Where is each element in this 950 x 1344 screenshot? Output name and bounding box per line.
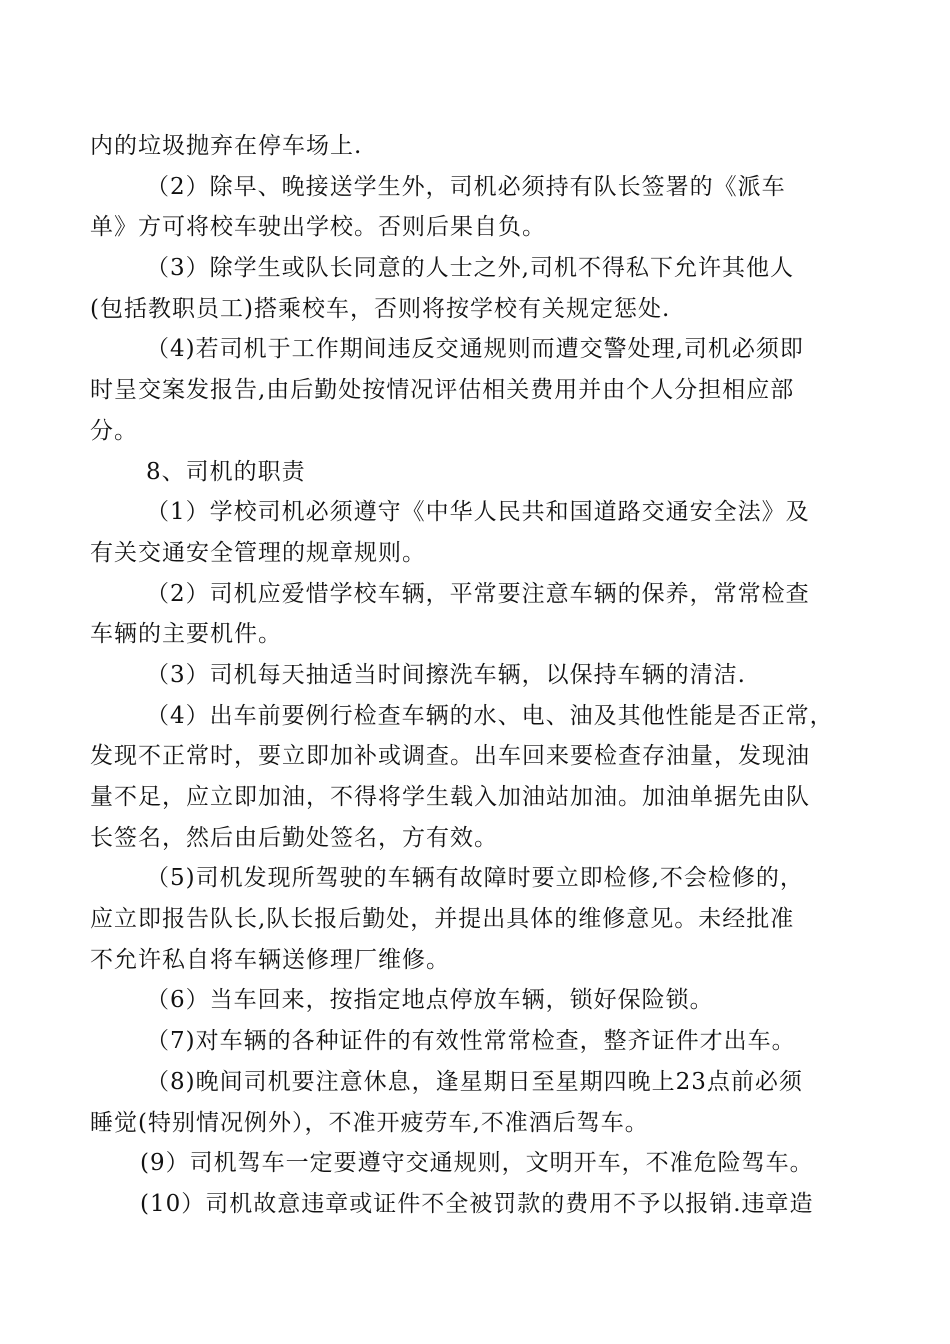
text-line: 时呈交案发报告,由后勤处按情况评估相关费用并由个人分担相应部: [90, 377, 795, 404]
text-line: 有关交通安全管理的规章规则。: [90, 539, 426, 566]
text-line: 分。: [90, 417, 138, 444]
text-line: （2）司机应爱惜学校车辆，平常要注意车辆的保养，常常检查: [146, 580, 810, 607]
text-line: （3）司机每天抽适当时间擦洗车辆，以保持车辆的清洁.: [146, 661, 746, 688]
document-body: [90, 126, 860, 1225]
text-line: 内的垃圾抛弃在停车场上.: [90, 133, 363, 159]
text-line: （4)若司机于工作期间违反交通规则而遭交警处理,司机必须即: [146, 336, 804, 363]
text-line: 睡觉(特别情况例外），不准开疲劳车,不准酒后驾车。: [90, 1109, 649, 1136]
text-line: （6）当车回来，按指定地点停放车辆，锁好保险锁。: [146, 987, 714, 1014]
text-line: （3）除学生或队长同意的人士之外,司机不得私下允许其他人: [146, 255, 794, 282]
text-line: 应立即报告队长,队长报后勤处，并提出具体的维修意见。未经批准: [90, 906, 795, 933]
section-heading: 8、司机的职责: [146, 458, 306, 485]
text-line: （8)晚间司机要注意休息，逢星期日至星期四晚上23点前必须: [146, 1068, 803, 1095]
text-line: 发现不正常时，要立即加补或调查。出车回来要检查存油量，发现油: [90, 743, 810, 770]
text-line: 车辆的主要机件。: [90, 621, 282, 648]
text-line: (包括教职员工)搭乘校车，否则将按学校有关规定惩处.: [90, 295, 671, 322]
text-line: 不允许私自将车辆送修理厂维修。: [90, 946, 450, 973]
text-line: 单》方可将校车驶出学校。否则后果自负。: [90, 214, 546, 241]
text-line: 长签名，然后由后勤处签名，方有效。: [90, 824, 498, 851]
text-line: (9）司机驾车一定要遵守交通规则，文明开车，不准危险驾车。: [140, 1150, 814, 1177]
text-line: （5)司机发现所驾驶的车辆有故障时要立即检修,不会检修的，: [146, 865, 804, 892]
text-line: （4）出车前要例行检查车辆的水、电、油及其他性能是否正常，: [146, 702, 834, 729]
text-line: （1）学校司机必须遵守《中华人民共和国道路交通安全法》及: [146, 499, 810, 526]
text-line: （2）除早、晚接送学生外，司机必须持有队长签署的《派车: [146, 173, 786, 200]
text-line: （7)对车辆的各种证件的有效性常常检查，整齐证件才出车。: [146, 1028, 796, 1055]
text-line: 量不足，应立即加油，不得将学生载入加油站加油。加油单据先由队: [90, 784, 810, 810]
text-line: (10）司机故意违章或证件不全被罚款的费用不予以报销.违章造: [140, 1190, 814, 1217]
